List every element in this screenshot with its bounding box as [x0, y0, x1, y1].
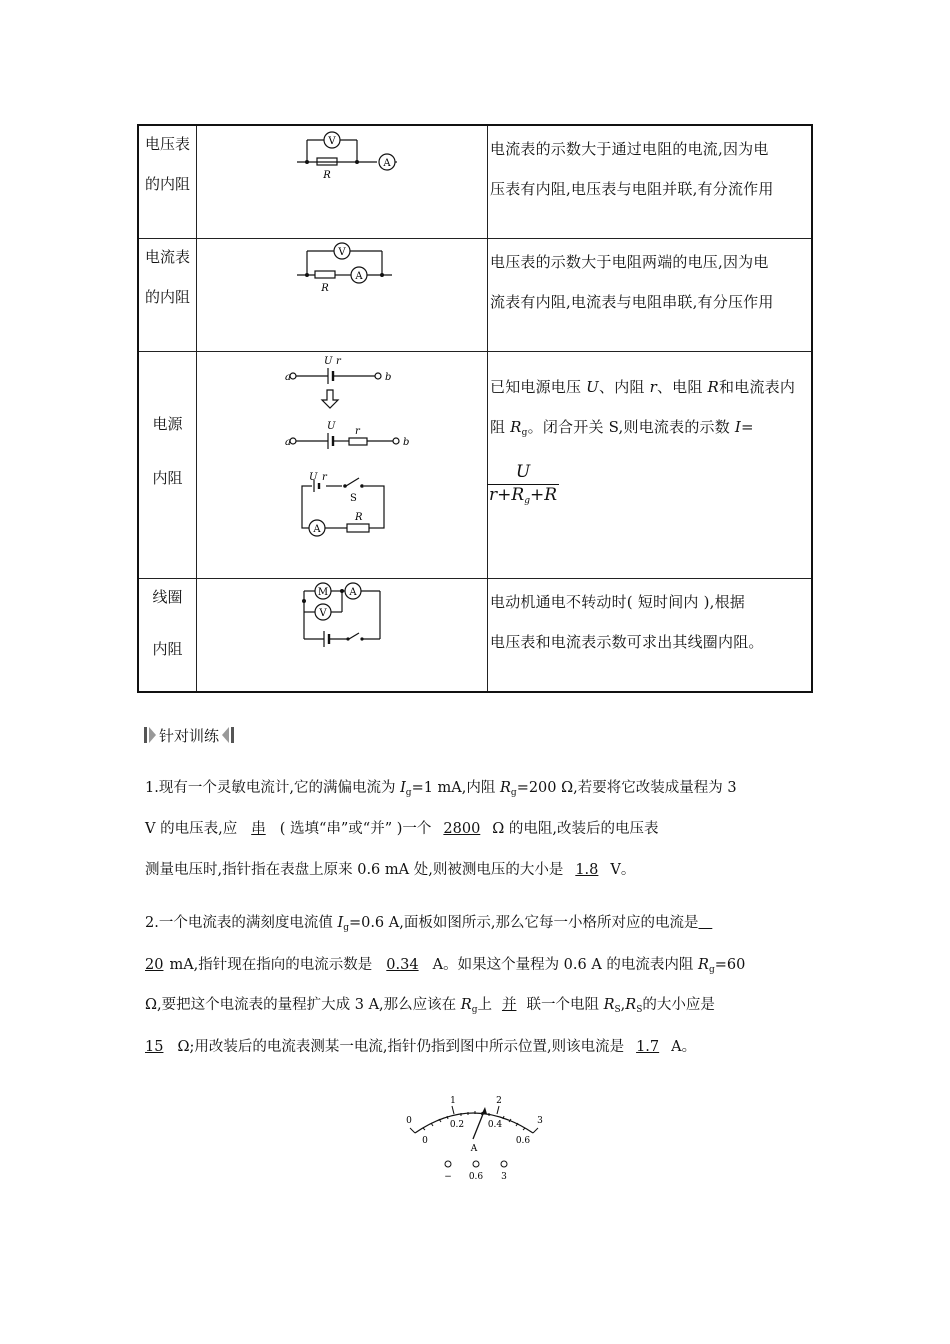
heading-right-ornament-icon	[221, 726, 235, 744]
circuit-cell	[197, 125, 488, 239]
voltage-label: U	[327, 421, 336, 432]
question-1-line: 1.现有一个灵敏电流计,它的满偏电流为 $I_g=1$ mA,内阻 $R_g=200$ Ω,若要将它改装成量程为 3	[145, 780, 737, 798]
ammeter-symbol: A	[349, 587, 357, 598]
ammeter-circuit-diagram	[197, 239, 487, 347]
dial-outer-label: 2	[496, 1096, 502, 1106]
row-desc-line: 阻 $R_g$。闭合开关 S,则电流表的示数 I=	[490, 418, 754, 438]
internal-resistance-label: r	[322, 472, 327, 483]
row-name: 内阻	[152, 469, 183, 487]
formula-denominator: $r+R_g+R$	[489, 485, 557, 506]
voltmeter-symbol: V	[338, 247, 346, 258]
row-desc-line: 压表有内阻,电压表与电阻并联,有分流作用	[490, 180, 774, 198]
row-name-cell	[138, 579, 197, 693]
section-heading	[143, 725, 235, 745]
circuit-cell	[197, 579, 488, 693]
terminal-label: −	[444, 1172, 452, 1182]
switch-label: S	[350, 493, 357, 504]
motor-symbol: M	[317, 587, 329, 598]
resistor-label: R	[321, 283, 329, 294]
circuit-cell	[197, 352, 488, 579]
row-desc-line: 已知电源电压 U、内阻 r、电阻 R和电流表内	[490, 378, 796, 396]
motor-circuit-diagram	[197, 579, 487, 687]
terminal-b-label: b	[403, 437, 410, 448]
circuit-cell	[197, 239, 488, 352]
row-desc-cell	[488, 125, 813, 239]
row-name: 电压表	[144, 135, 190, 153]
dial-inner-label: 0.6	[515, 1136, 531, 1146]
row-desc-cell	[488, 239, 813, 352]
answer-blank: 串	[251, 821, 266, 837]
voltmeter-symbol: V	[328, 136, 336, 147]
internal-resistance-label: r	[355, 426, 360, 437]
row-name-cell	[138, 239, 197, 352]
heading-left-ornament-icon	[143, 726, 157, 744]
internal-resistance-label: r	[336, 356, 341, 367]
answer-blank: 1.7	[636, 1039, 660, 1055]
answer-blank: 并	[501, 997, 517, 1013]
question-1-line: V 的电压表,应 串 ( 选填“串”或“并” )一个 2800 Ω 的电阻,改装后的电压表	[145, 821, 659, 837]
terminal-label: 0.6	[468, 1172, 484, 1182]
resistor-label: R	[323, 170, 331, 181]
answer-blank: 2800	[443, 821, 481, 837]
question-2-line: 20 mA,指针现在指向的电流示数是 0.34 A。如果这个量程为 0.6 A 的电流表内阻 $R_g=60$	[145, 957, 746, 975]
dial-inner-label: 0	[422, 1136, 428, 1146]
terminal-b-label: b	[385, 372, 392, 383]
dial-outer-label: 3	[537, 1116, 543, 1126]
row-desc-line: 电压表和电流表示数可求出其线圈内阻。	[490, 633, 764, 651]
ammeter-symbol: A	[355, 271, 363, 282]
voltage-label: U	[309, 472, 318, 483]
dial-inner-label: 0.2	[449, 1120, 465, 1130]
row-name: 的内阻	[144, 288, 190, 306]
row-desc-line: 电压表的示数大于电阻两端的电压,因为电	[490, 253, 769, 271]
question-2-line: 2.一个电流表的满刻度电流值 $I_g=0.6$ A,面板如图所示,那么它每一小格所对应的电流是	[145, 915, 699, 933]
row-name: 线圈	[152, 588, 183, 606]
row-name-cell	[138, 352, 197, 579]
row-desc-line: 流表有内阻,电流表与电阻串联,有分压作用	[490, 293, 774, 311]
question-2-line: Ω,要把这个电流表的量程扩大成 3 A,那么应该在 $R_g$上 并 联一个电阻 $R_S,R_S$的大小应是	[145, 997, 715, 1015]
answer-blank: 0.34	[386, 957, 419, 973]
dial-unit: A	[470, 1144, 478, 1154]
answer-blank: 1.8	[575, 862, 599, 878]
question-2-line: 15 Ω;用改装后的电流表测某一电流,指针仍指到图中所示位置,则该电流是 1.7 A。	[145, 1039, 697, 1055]
voltmeter-circuit-diagram	[197, 126, 487, 234]
row-name: 电源	[152, 415, 183, 433]
row-desc-cell	[488, 579, 813, 693]
ammeter-dial-figure	[395, 1085, 555, 1185]
terminal-label: 3	[501, 1172, 507, 1182]
question-1-line: 测量电压时,指针指在表盘上原来 0.6 mA 处,则被测电压的大小是 1.8 V。	[145, 862, 636, 878]
dial-outer-label: 1	[450, 1096, 456, 1106]
dial-inner-label: 0.4	[487, 1120, 503, 1130]
ammeter-symbol: A	[383, 158, 391, 169]
row-name-cell	[138, 125, 197, 239]
dial-outer-label: 0	[406, 1116, 412, 1126]
voltmeter-symbol: V	[319, 608, 327, 619]
answer-blank: 20	[145, 957, 164, 973]
resistor-label: R	[355, 512, 363, 523]
terminal-a-label: a	[285, 437, 291, 448]
method-table	[137, 124, 813, 693]
row-name: 的内阻	[144, 175, 190, 193]
row-desc-line: 电动机通电不转动时( 短时间内 ),根据	[490, 593, 746, 611]
voltage-label: U	[324, 356, 333, 367]
row-name: 内阻	[152, 640, 183, 658]
terminal-a-label: a	[285, 372, 291, 383]
ammeter-symbol: A	[313, 524, 321, 535]
current-formula: $\frac{U}{r+R_g+R}$	[489, 462, 557, 506]
section-title: 针对训练	[159, 726, 220, 745]
row-name: 电流表	[144, 248, 190, 266]
row-desc-line: 电流表的示数大于通过电阻的电流,因为电	[490, 140, 769, 158]
answer-blank: 15	[145, 1039, 164, 1055]
source-resistance-diagram	[197, 352, 487, 574]
